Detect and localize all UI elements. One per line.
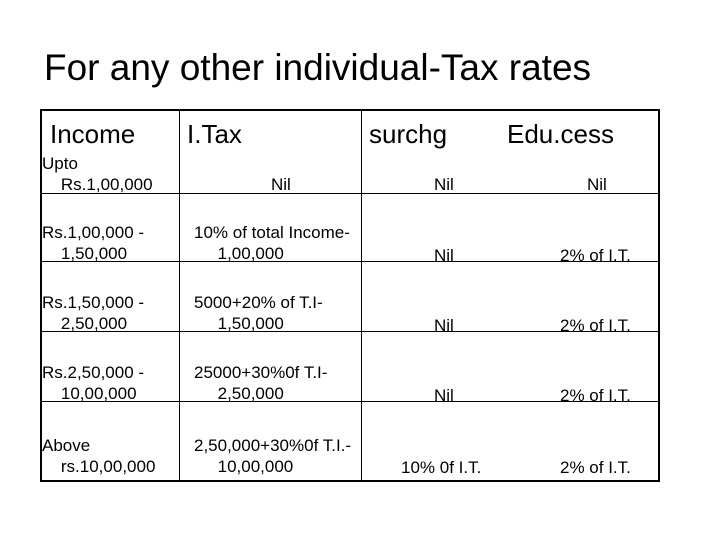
row-5-surcharge: 10% 0f I.T. (401, 458, 482, 477)
row-3-income: Rs.1,50,000 - 2,50,000 (42, 293, 145, 333)
row-4-income: Rs.2,50,000 - 10,00,000 (42, 363, 145, 403)
row-2-income: Rs.1,00,000 - 1,50,000 (42, 223, 145, 263)
row-3-itax: 5000+20% of T.I- 1,50,000 (194, 293, 323, 333)
row-1-cess: Nil (587, 175, 607, 194)
row-1-income: Upto Rs.1,00,000 (42, 154, 153, 194)
row-3-cess: 2% of I.T. (560, 316, 631, 335)
row-5-income: Above rs.10,00,000 (42, 436, 156, 476)
row-1-surcharge: Nil (434, 175, 454, 194)
row-3-surcharge: Nil (434, 316, 454, 335)
tax-rates-table (40, 109, 660, 482)
row-2-itax: 10% of total Income- 1,00,000 (194, 223, 350, 263)
slide-title: For any other individual-Tax rates (44, 47, 592, 88)
row-1-itax: Nil (271, 175, 291, 194)
row-2-cess: 2% of I.T. (560, 246, 631, 265)
row-2-surcharge: Nil (434, 246, 454, 265)
header-income: Income (50, 119, 136, 149)
column-divider (179, 111, 180, 480)
row-5-itax: 2,50,000+30%0f T.I.- 10,00,000 (194, 436, 352, 476)
header-cess: Edu.cess (507, 119, 614, 149)
column-divider (361, 111, 362, 480)
row-4-surcharge: Nil (434, 386, 454, 405)
header-surcharge: surchg (369, 119, 448, 149)
row-5-cess: 2% of I.T. (560, 458, 631, 477)
row-4-cess: 2% of I.T. (560, 386, 631, 405)
header-itax: I.Tax (187, 119, 242, 149)
row-4-itax: 25000+30%0f T.I- 2,50,000 (194, 363, 328, 403)
